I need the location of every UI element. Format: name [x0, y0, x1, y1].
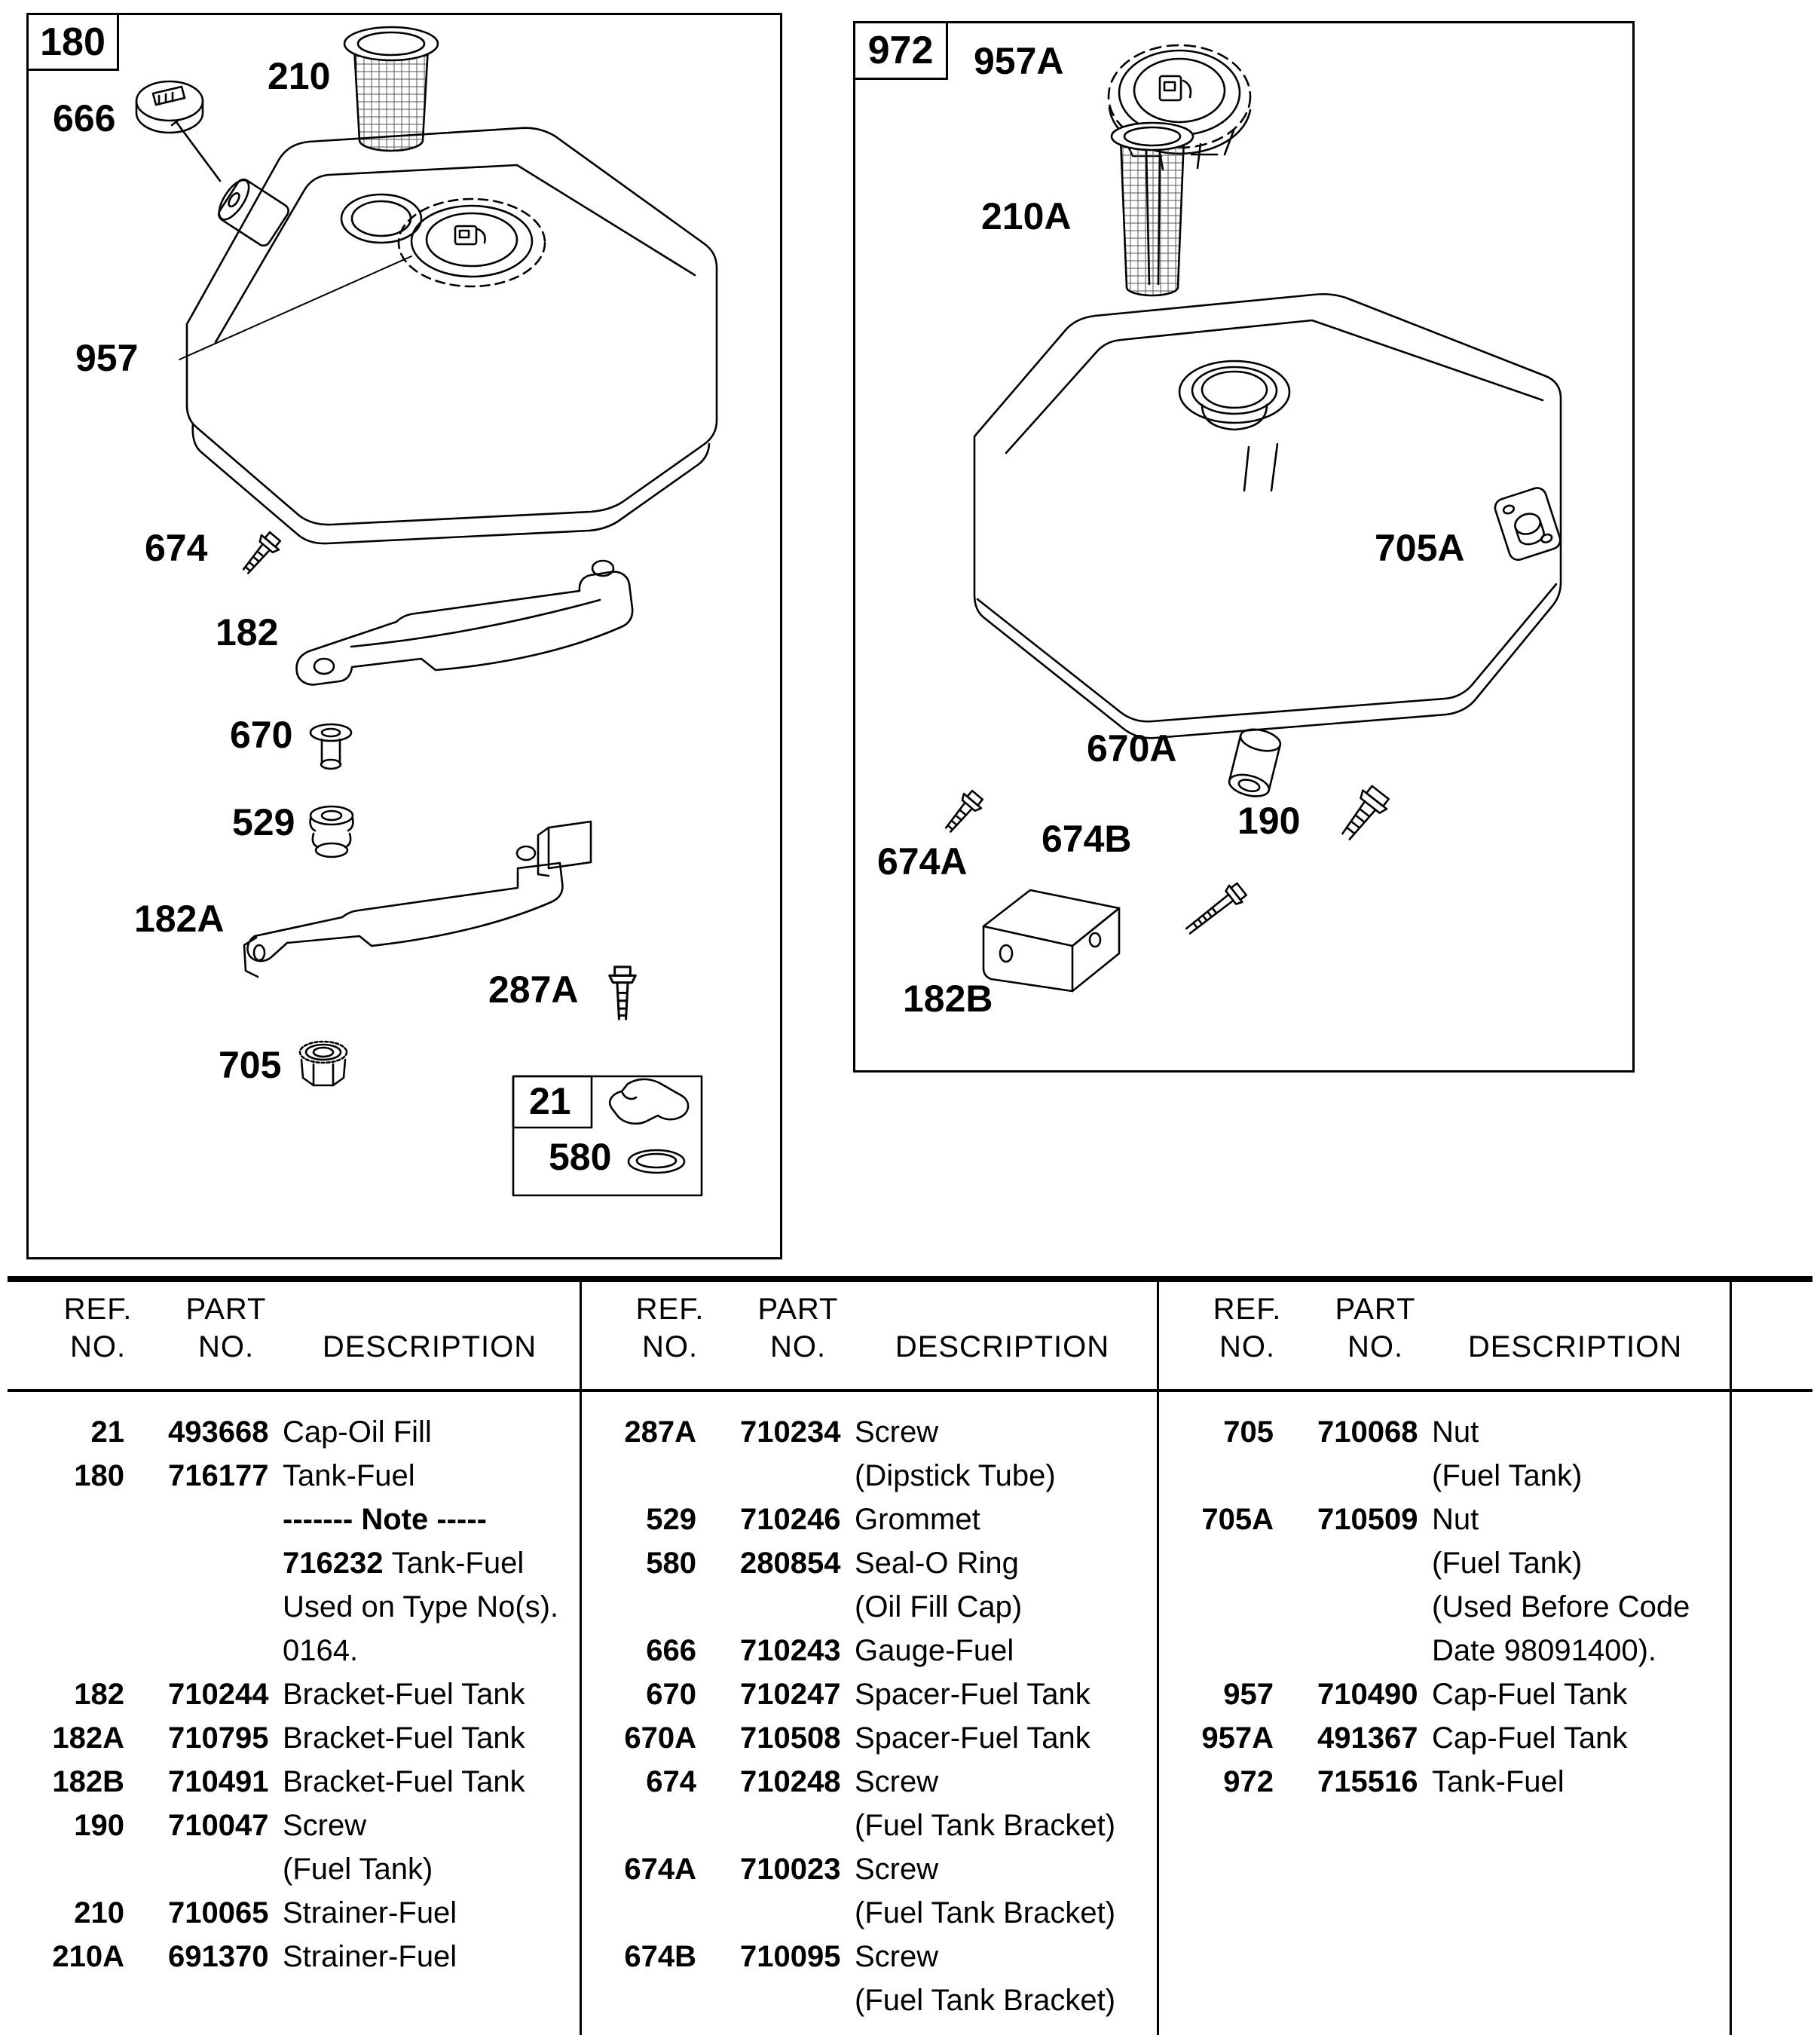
part-no: 710509: [1317, 1503, 1418, 1536]
table-row: [587, 1629, 1115, 1672]
table-row: [587, 1760, 1115, 1804]
description: Nut: [1432, 1503, 1479, 1536]
description: (Oil Fill Cap): [855, 1590, 1023, 1623]
callout-674: 674: [145, 527, 208, 569]
diagram-box-180: [26, 13, 782, 1259]
description: Grommet: [855, 1503, 980, 1536]
screw-674b-drawing: [1182, 881, 1248, 939]
description: Bracket-Fuel Tank: [283, 1721, 525, 1755]
description: (Dipstick Tube): [855, 1459, 1056, 1492]
fuel-gauge-666-drawing: [136, 81, 291, 248]
description: Screw: [855, 1853, 939, 1886]
part-no: 710243: [740, 1634, 841, 1667]
part-no: 715516: [1317, 1765, 1418, 1798]
ref-no: 670: [646, 1678, 696, 1711]
flange-nut-705a-drawing: [1493, 485, 1563, 562]
strainer-210a-drawing: [1112, 123, 1193, 295]
table-row: [15, 1410, 558, 1454]
description: Tank-Fuel: [283, 1459, 415, 1492]
diagram-label-972-text: 972: [867, 29, 934, 72]
table-row: [15, 1847, 558, 1891]
table-row: [15, 1760, 558, 1804]
table-row: [587, 1804, 1115, 1847]
table-row: [1164, 1760, 1690, 1804]
description: Cap-Fuel Tank: [1432, 1678, 1628, 1711]
table-row: [587, 1541, 1115, 1585]
description: Screw: [855, 1415, 939, 1449]
part-no: 710246: [740, 1503, 841, 1536]
bracket-182-drawing: [297, 561, 633, 684]
ref-no: 670A: [624, 1721, 696, 1755]
header-partno-1: NO.: [197, 1330, 255, 1363]
header-part-2: PART: [757, 1293, 839, 1326]
description: (Fuel Tank Bracket): [855, 1984, 1116, 2017]
table-row: [15, 1541, 558, 1585]
ref-no: 705: [1223, 1415, 1274, 1449]
table-row: [15, 1891, 558, 1935]
table-row: [587, 1716, 1115, 1760]
ref-no: 705A: [1201, 1503, 1274, 1536]
part-no: 710023: [740, 1853, 841, 1886]
table-row: [1164, 1498, 1690, 1541]
part-no: 710490: [1317, 1678, 1418, 1711]
table-row: [1164, 1541, 1690, 1585]
callout-674a: 674A: [877, 840, 968, 883]
table-top-rule: [8, 1276, 1812, 1282]
fuel-cap-957-drawing: [399, 199, 545, 286]
part-no: 710244: [168, 1678, 269, 1711]
description: (Fuel Tank Bracket): [855, 1896, 1116, 1929]
diagram-box-972: [853, 21, 1635, 1073]
description: Screw: [283, 1809, 367, 1842]
ref-no: 674: [646, 1765, 696, 1798]
ref-no: 674A: [624, 1853, 696, 1886]
table-row: [15, 1935, 558, 1978]
part-no: 710508: [740, 1721, 841, 1755]
callout-580: 580: [549, 1136, 612, 1178]
table-row: [587, 1978, 1115, 2022]
table-row: [587, 1410, 1115, 1454]
header-ref-2: REF.: [635, 1293, 705, 1326]
description: Cap-Fuel Tank: [1432, 1721, 1628, 1755]
description: Seal-O Ring: [855, 1547, 1019, 1580]
ref-no: 666: [646, 1634, 696, 1667]
ref-no: 210A: [52, 1940, 124, 1973]
table-column-1: [15, 1410, 558, 1978]
grommet-529-drawing: [310, 806, 353, 857]
part-no: 710234: [740, 1415, 841, 1449]
description: Nut: [1432, 1415, 1479, 1449]
description: (Fuel Tank Bracket): [855, 1809, 1116, 1842]
callout-210a: 210A: [981, 195, 1072, 237]
fuel-tank-972-drawing: [974, 294, 1561, 738]
header-part-1: PART: [185, 1293, 267, 1326]
part-no: 716177: [168, 1459, 269, 1492]
part-no: 710795: [168, 1721, 269, 1755]
header-partno-3: NO.: [1347, 1330, 1404, 1363]
description: Spacer-Fuel Tank: [855, 1721, 1090, 1755]
part-no: 493668: [168, 1415, 269, 1449]
header-desc-2: DESCRIPTION: [895, 1330, 1110, 1363]
description: Strainer-Fuel: [283, 1940, 457, 1973]
part-no: 710068: [1317, 1415, 1418, 1449]
ref-no: 580: [646, 1547, 696, 1580]
ref-no: 972: [1223, 1765, 1274, 1798]
part-no: 710247: [740, 1678, 841, 1711]
description: Used on Type No(s).: [283, 1590, 559, 1623]
diagram-label-180: [26, 13, 119, 71]
table-row: [587, 1454, 1115, 1498]
description: Tank-Fuel: [1432, 1765, 1565, 1798]
nut-705-drawing: [300, 1042, 347, 1085]
callout-670: 670: [230, 714, 293, 756]
description: 716232 Tank-Fuel: [283, 1547, 525, 1580]
description: Bracket-Fuel Tank: [283, 1765, 525, 1798]
callout-529: 529: [232, 801, 295, 843]
description: ------- Note -----: [283, 1503, 487, 1536]
description: Screw: [855, 1765, 939, 1798]
description: (Fuel Tank): [283, 1853, 433, 1886]
header-partno-2: NO.: [769, 1330, 827, 1363]
oil-fill-cap-21-drawing: [610, 1079, 688, 1124]
ref-no: 190: [74, 1809, 124, 1842]
header-ref-3: REF.: [1213, 1293, 1282, 1326]
description: Date 98091400).: [1432, 1634, 1657, 1667]
ref-no: 957A: [1201, 1721, 1274, 1755]
header-ref-1: REF.: [63, 1293, 133, 1326]
ref-no: 529: [646, 1503, 696, 1536]
diagram-label-972: [853, 21, 948, 80]
header-desc-1: DESCRIPTION: [322, 1330, 537, 1363]
callout-182: 182: [216, 611, 279, 653]
callout-666: 666: [53, 97, 116, 139]
screw-287a-drawing: [610, 967, 636, 1019]
parts-table: [8, 1276, 1812, 2035]
table-row: [15, 1454, 558, 1498]
table-header-rule: [8, 1389, 1812, 1392]
leader-line-957: [179, 256, 411, 360]
spacer-670-drawing: [310, 724, 351, 769]
part-no: 491367: [1317, 1721, 1418, 1755]
callout-674b: 674B: [1042, 818, 1132, 860]
spacer-670a-drawing: [1227, 726, 1283, 800]
ref-no: 210: [74, 1896, 124, 1929]
table-row: [1164, 1629, 1690, 1672]
description: Screw: [855, 1940, 939, 1973]
callout-670a: 670A: [1087, 727, 1177, 770]
table-column-3: [1164, 1410, 1690, 1804]
column-divider-2: [1157, 1276, 1159, 2035]
description: Cap-Oil Fill: [283, 1415, 432, 1449]
table-row: [1164, 1454, 1690, 1498]
table-row: [1164, 1672, 1690, 1716]
table-row: [587, 1891, 1115, 1935]
callout-182b: 182B: [903, 978, 993, 1020]
table-row: [15, 1716, 558, 1760]
ref-no: 180: [74, 1459, 124, 1492]
ref-no: 182A: [52, 1721, 124, 1755]
callout-957: 957: [75, 337, 139, 379]
callout-210: 210: [268, 55, 331, 97]
strainer-210-drawing: [344, 27, 438, 151]
table-row: [1164, 1716, 1690, 1760]
screw-674a-drawing: [940, 788, 986, 837]
diagram-label-180-text: 180: [40, 20, 106, 64]
callout-705a: 705A: [1375, 527, 1465, 569]
part-no: 710065: [168, 1896, 269, 1929]
callout-182a: 182A: [134, 898, 225, 940]
description: (Fuel Tank): [1432, 1459, 1583, 1492]
header-refno-1: NO.: [69, 1330, 127, 1363]
ref-no: 21: [90, 1415, 124, 1449]
table-row: [587, 1498, 1115, 1541]
description: (Used Before Code: [1432, 1590, 1690, 1623]
callout-190: 190: [1237, 800, 1301, 842]
table-row: [1164, 1585, 1690, 1629]
ref-no: 957: [1223, 1678, 1274, 1711]
table-row: [15, 1672, 558, 1716]
header-desc-3: DESCRIPTION: [1467, 1330, 1683, 1363]
bracket-182a-drawing: [244, 822, 591, 977]
part-no: 710047: [168, 1809, 269, 1842]
bracket-182b-drawing: [983, 890, 1119, 991]
part-no: 710491: [168, 1765, 269, 1798]
column-divider-1: [580, 1276, 582, 2035]
description: Spacer-Fuel Tank: [855, 1678, 1090, 1711]
diagram-180-art: [29, 15, 780, 1257]
diagram-972-art: [855, 23, 1632, 1070]
callout-21-inset: 21: [529, 1080, 571, 1122]
callout-705: 705: [219, 1044, 282, 1086]
table-row: [587, 1935, 1115, 1978]
header-refno-2: NO.: [641, 1330, 699, 1363]
table-row: [15, 1498, 558, 1541]
column-divider-3: [1730, 1276, 1732, 2035]
table-row: [1164, 1410, 1690, 1454]
table-row: [15, 1585, 558, 1629]
ref-no: 674B: [624, 1940, 696, 1973]
ref-no: 287A: [624, 1415, 696, 1449]
part-no: 710095: [740, 1940, 841, 1973]
ref-no: 182B: [52, 1765, 124, 1798]
header-refno-3: NO.: [1219, 1330, 1276, 1363]
screw-674-drawing: [237, 529, 284, 578]
table-row: [15, 1629, 558, 1672]
part-no: 710248: [740, 1765, 841, 1798]
callout-957a: 957A: [974, 40, 1064, 82]
table-row: [587, 1847, 1115, 1891]
description: Gauge-Fuel: [855, 1634, 1014, 1667]
screw-190-drawing: [1334, 783, 1392, 846]
description: (Fuel Tank): [1432, 1547, 1583, 1580]
table-column-2: [587, 1410, 1115, 2022]
table-row: [587, 1672, 1115, 1716]
table-row: [15, 1804, 558, 1847]
description: 0164.: [283, 1634, 359, 1667]
header-part-3: PART: [1335, 1293, 1416, 1326]
ref-no: 182: [74, 1678, 124, 1711]
description: Strainer-Fuel: [283, 1896, 457, 1929]
description: Bracket-Fuel Tank: [283, 1678, 525, 1711]
table-row: [587, 1585, 1115, 1629]
part-no: 691370: [168, 1940, 269, 1973]
callout-287a: 287A: [488, 969, 579, 1011]
part-no: 280854: [740, 1547, 841, 1580]
